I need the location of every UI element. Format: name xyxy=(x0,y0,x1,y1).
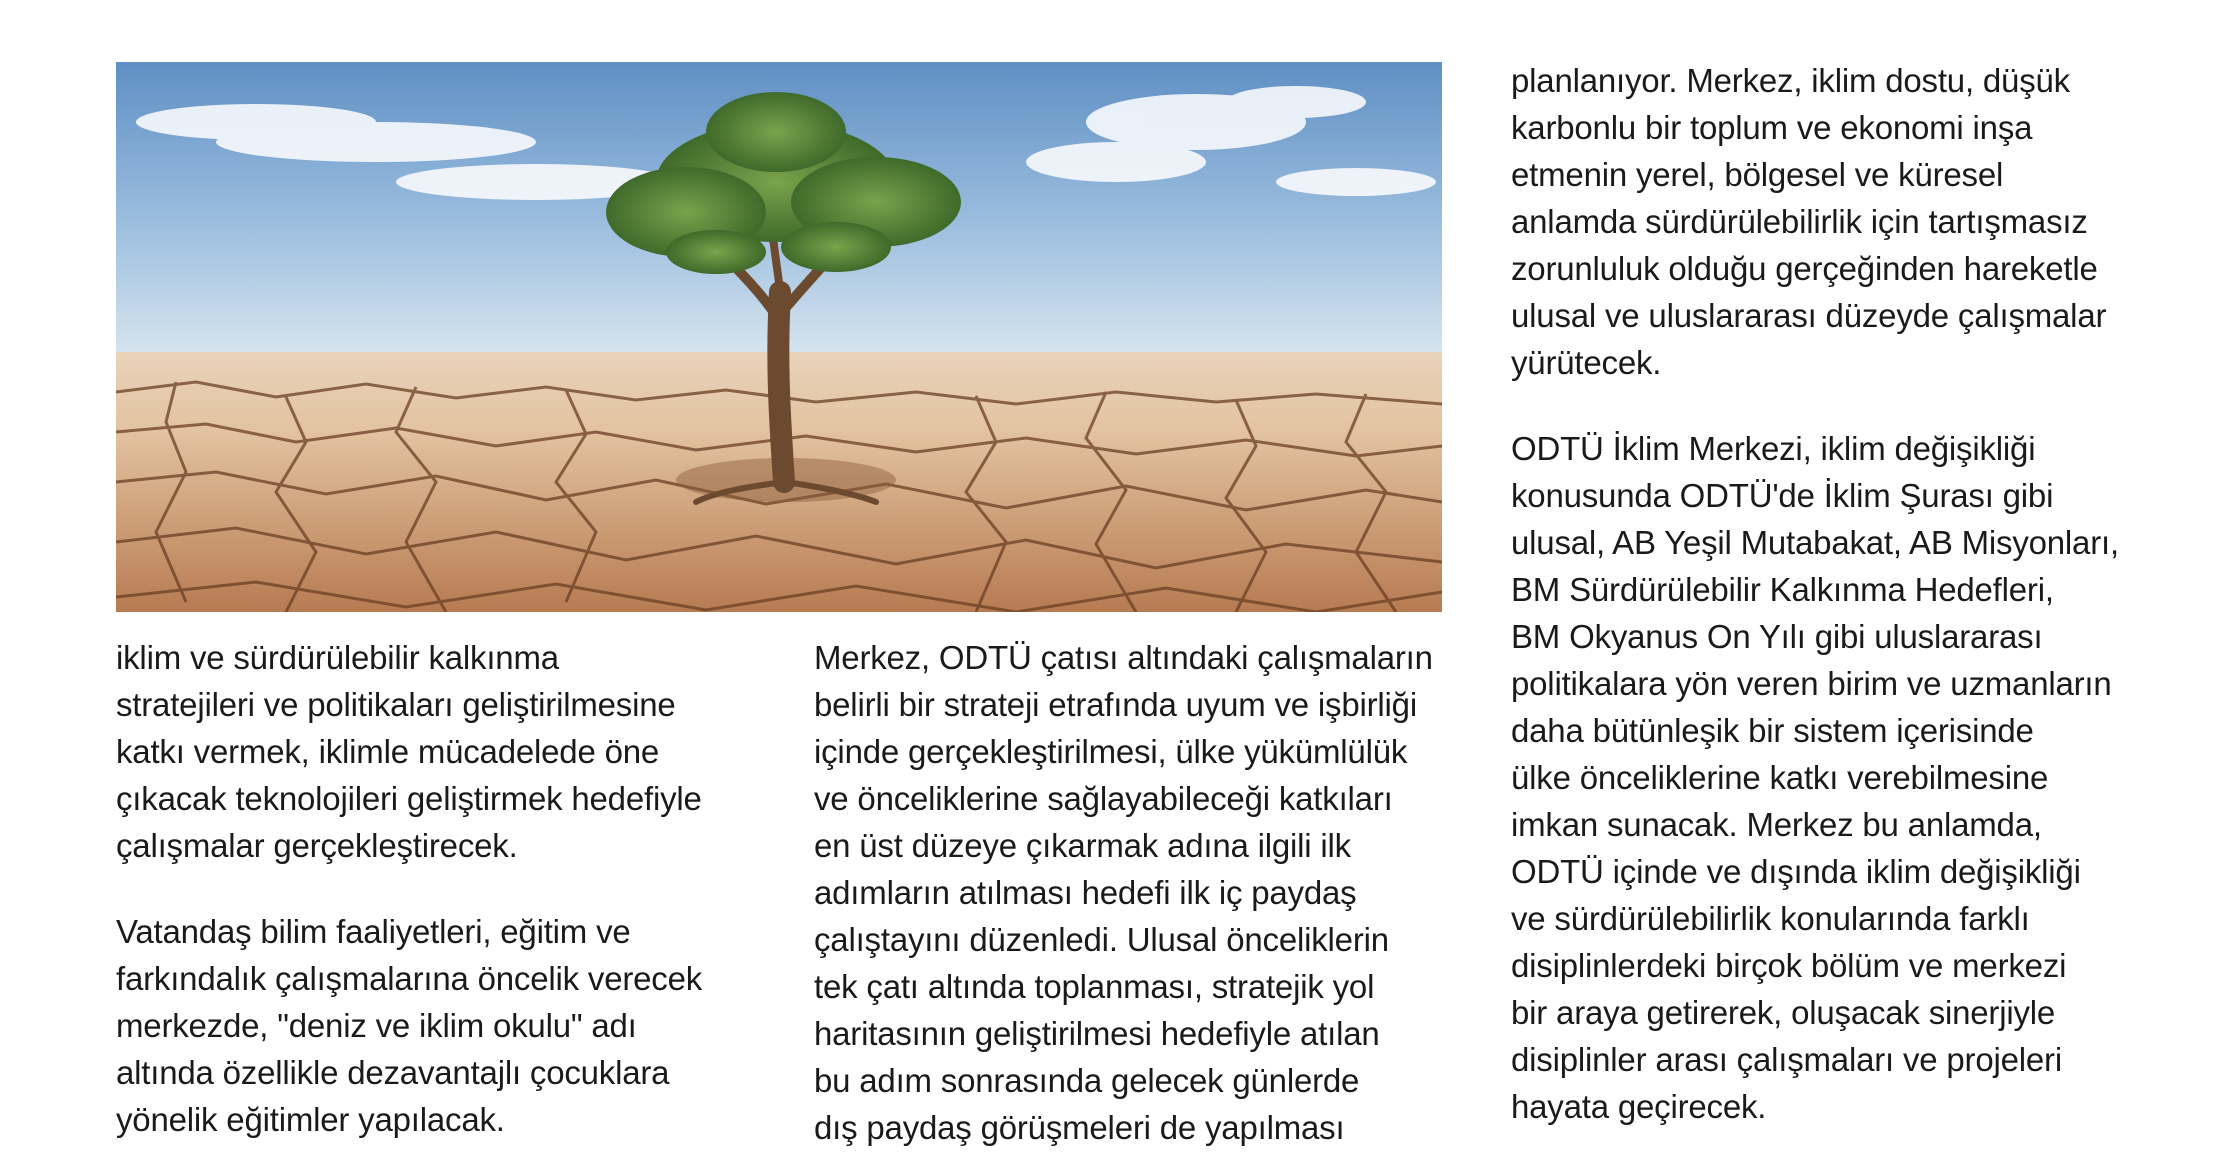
paragraph: ODTÜ İklim Merkezi, iklim değişikliği konusunda ODTÜ'de İklim Şurası gibi ulusal, AB Yeşil Mutabakat, AB Misyonları, BM Sürdürülebilir Kalkınma Hedefleri, BM Okyanus On Yılı gibi uluslararası politikalara yön veren birim ve uzmanların daha bütünleşik bir sistem içerisinde ülke önceliklerine katkı verebilmesine imkan sunacak. Merkez bu anlamda, ODTÜ içinde ve dışında iklim değişikliği ve sürdürülebilirlik konularında farklı disiplinlerdeki birçok bölüm ve merkezi bir araya getirerek, oluşacak sinerjiyle disiplinler arası çalışmaları ve projeleri hayata geçirecek. xyxy=(1511,430,2119,1125)
tree-on-dry-earth-image xyxy=(116,62,1442,612)
paragraph: Merkez, ODTÜ çatısı altındaki çalışmaların belirli bir strateji etrafında uyum ve işbirliği içinde gerçekleştirilmesi, ülke yükümlülük ve önceliklerine sağlayabileceği katkıları en üst düzeye çıkarmak adına ilgili ilk adımların atılması hedefi ilk iç paydaş çalıştayını düzenledi. Ulusal önceliklerin tek çatı altında toplanması, stratejik yol haritasının geliştirilmesi hedefiyle atılan bu adım sonrasında gelecek günlerde dış paydaş görüşmeleri de yapılması xyxy=(814,639,1433,1146)
text-column-right xyxy=(1511,57,2171,1130)
paragraph: planlanıyor. Merkez, iklim dostu, düşük karbonlu bir toplum ve ekonomi inşa etmenin yerel, bölgesel ve küresel anlamda sürdürülebilirlik için tartışmasız zorunluluk olduğu gerçeğinden hareketle ulusal ve uluslararası düzeyde çalışmalar yürütecek. xyxy=(1511,62,2107,381)
text-column-middle xyxy=(814,634,1454,1151)
cover-photo xyxy=(116,62,1442,612)
paragraph: Vatandaş bilim faaliyetleri, eğitim ve farkındalık çalışmalarına öncelik verecek merkezde, "deniz ve iklim okulu" adı altında özellikle dezavantajlı çocuklara yönelik eğitimler yapılacak. xyxy=(116,913,703,1138)
text-column-left xyxy=(116,634,756,1143)
paragraph: iklim ve sürdürülebilir kalkınma stratejileri ve politikaları geliştirilmesine katkı vermek, iklimle mücadelede öne çıkacak teknolojileri geliştirmek hedefiyle çalışmalar gerçekleştirecek. xyxy=(116,639,702,864)
